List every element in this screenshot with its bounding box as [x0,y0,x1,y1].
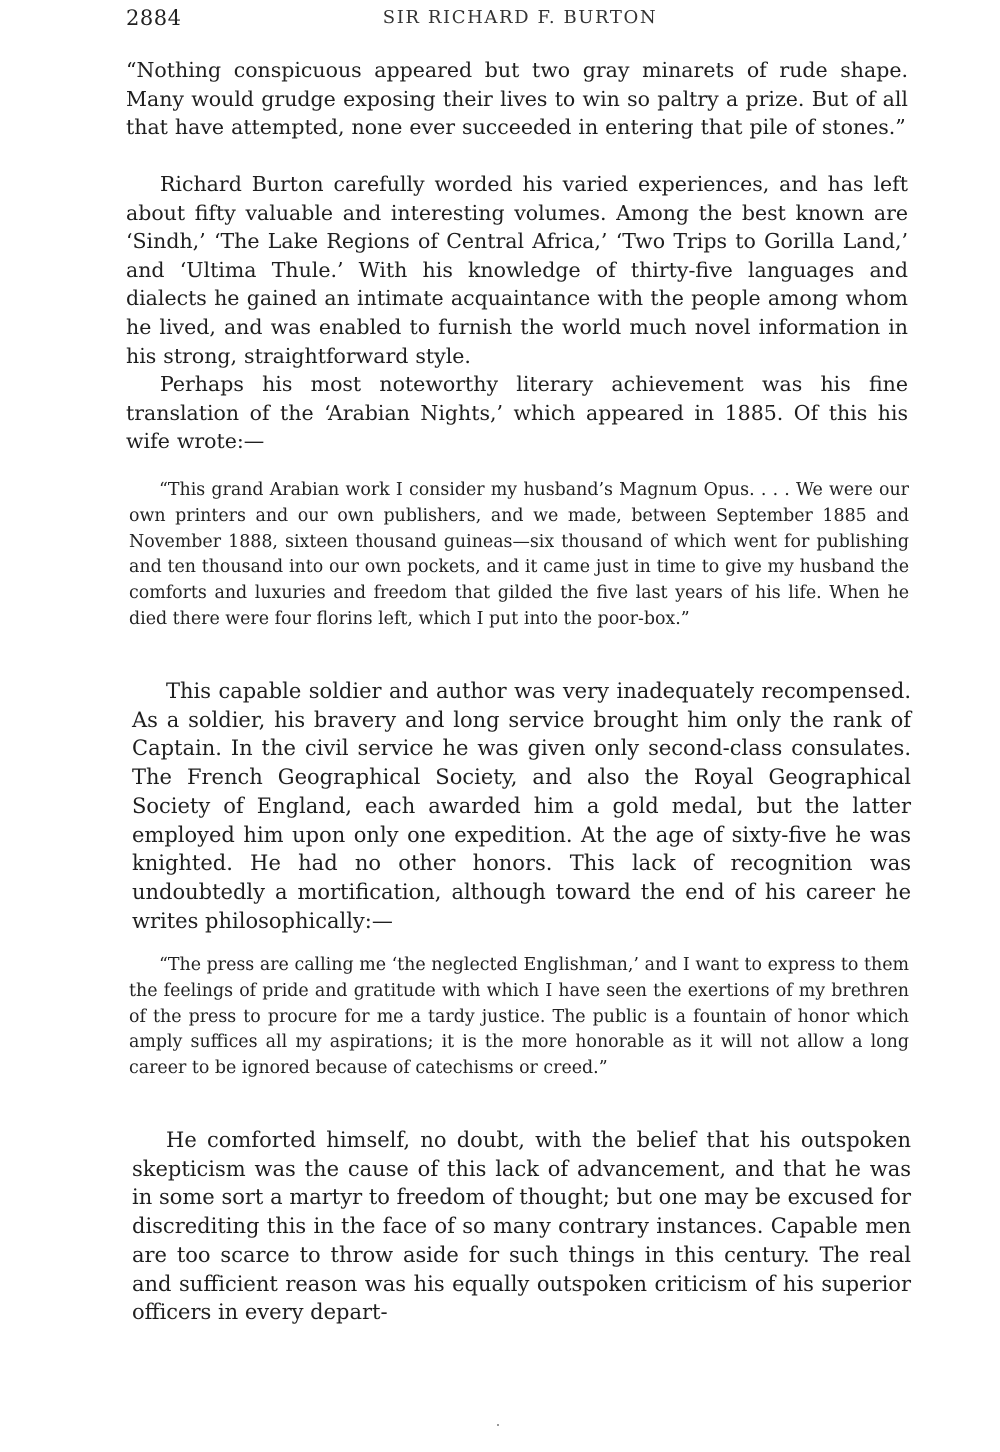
paragraph-quote-minarets: “Nothing conspicuous appeared but two gray minarets of rude shape. Many would grudge exposing their lives to win so paltry a prize. But of all that have attempted, none ever succeeded in entering that pile of stones.” [126,58,908,140]
print-mark [497,1424,499,1426]
paragraph-volumes: Richard Burton carefully worded his varied experiences, and has left about fifty valuable and interesting volumes. Among the best known are ‘Sindh,’ ‘The Lake Regions of Central Africa,’ ‘Two Trips to Gorilla Land,’ and ‘Ultima Thule.’ With his knowledge of thirty-five languages and dialects he gained an intimate acquaintance with the people among whom he lived, and was enabled to furnish the world much novel information in his strong, straightforward style. [126,172,908,368]
paragraph-skepticism: He comforted himself, no doubt, with the belief that his outspoken skepticism was the cause of this lack of advancement, and that he was in some sort a martyr to freedom of thought; but one may be excused for discrediting this in the face of so many contrary instances. Capable men are too scarce to throw aside for such things in this century. The real and sufficient reason was his equally outspoken criticism of his superior officers in every depart- [132,1128,911,1325]
block-quote-wife: “This grand Arabian work I consider my husband’s Magnum Opus. . . . We were our own printers and our own publishers, and we made, between September 1885 and November 1888, sixteen thousand guineas—six thousand of which went for publishing and ten thousand into our own pockets, and it came just in time to give my husband the comforts and luxuries and freedom that gilded the five last years of his life. When he died there were four florins left, which I put into the poor-box.” [129,480,909,629]
running-head: SIR RICHARD F. BURTON [382,7,658,28]
paragraph-recompense: This capable soldier and author was very inadequately recompensed. As a soldier, his bravery and long service brought him only the rank of Captain. In the civil service he was given only second-class consulates. The French Geographical Society, and also the Royal Geographical Society of England, each awarded him a gold medal, but the latter employed him upon only one expedition. At the age of sixty-five he was knighted. He had no other honors. This lack of recognition was undoubtedly a mortification, although toward the end of his career he writes philosophically:— [132,679,911,933]
paragraph-arabian-nights: Perhaps his most noteworthy literary achievement was his fine translation of the ‘Arabian Nights,’ which appeared in 1885. Of this his wife wrote:— [126,372,908,454]
page-number: 2884 [126,6,182,30]
block-quote-press: “The press are calling me ‘the neglected Englishman,’ and I want to express to them the feelings of pride and gratitude with which I have seen the exertions of my brethren of the press to procure for me a tardy justice. The public is a fountain of honor which amply suffices all my aspirations; it is the more honorable as it will not allow a long career to be ignored because of catechisms or creed.” [129,955,909,1079]
